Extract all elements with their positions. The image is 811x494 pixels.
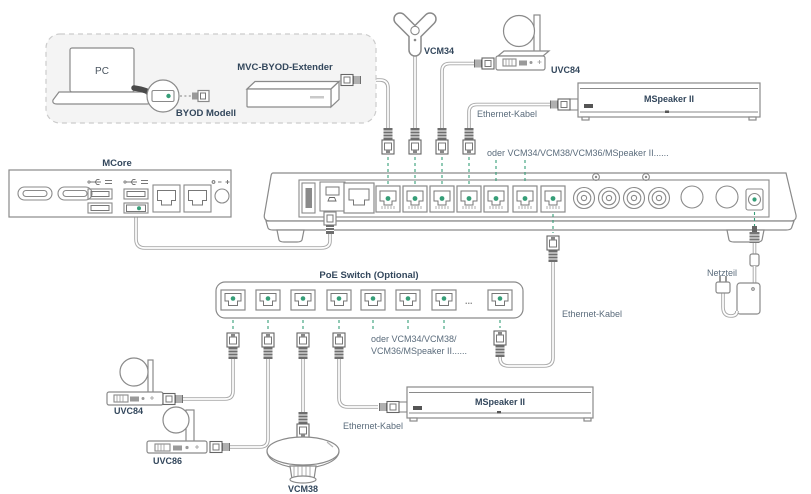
ethernet-plug-icon: [333, 333, 345, 359]
mvc-byod-extender-device: [237, 62, 339, 107]
ethernet-plug-icon: [262, 333, 274, 359]
ethernet-plug-icon: [163, 394, 183, 405]
ethernet-plug-icon: [341, 75, 361, 86]
uvc86-label: UVC86: [153, 456, 183, 466]
ethernet-plug-icon: [379, 402, 399, 413]
poe-port: [256, 290, 280, 310]
ethernet-plug-icon: [409, 128, 421, 154]
ethernet-plug-icon: [463, 128, 475, 154]
more-ports-ellipsis: ...: [465, 296, 473, 306]
poe-port: [430, 186, 454, 212]
ethernet-cable-bottom-label: Ethernet-Kabel: [343, 421, 404, 431]
uvc84-top-device: [474, 15, 580, 75]
usb-b-plug-icon: [324, 212, 336, 234]
poe-port: [396, 290, 420, 310]
bottom-lip: [266, 221, 794, 230]
mcore-label: MCore: [102, 158, 132, 169]
mspeaker-bottom-label: MSpeaker II: [474, 397, 526, 407]
poe-port: [403, 186, 427, 212]
ethernet-plug-icon: [436, 128, 448, 154]
ethernet-plug-icon: [297, 333, 309, 359]
ethernet-plug-icon: [297, 412, 309, 438]
extender-label: MVC-BYOD-Extender: [237, 62, 333, 73]
vcm38-label: VCM38: [287, 484, 319, 494]
mspeaker-bottom-device: [379, 387, 593, 421]
mcore-device: [9, 158, 231, 217]
uvc86-device: [147, 407, 230, 466]
foot: [277, 230, 304, 242]
ethernet-plug-icon: [210, 442, 230, 453]
vcm34-device: [400, 19, 454, 56]
ethernet-plug-icon: [494, 331, 506, 357]
vcm38-device: [267, 437, 339, 494]
ethernet-plug-icon: [474, 58, 494, 69]
poe-port: [376, 186, 400, 212]
byod-puck-zoom: [147, 80, 179, 112]
poe-port: [327, 290, 351, 310]
ethernet-cable-right-label: Ethernet-Kabel: [562, 309, 623, 319]
mspeaker-top-device: [550, 83, 760, 120]
poe-port: [291, 290, 315, 310]
vcm34-label: VCM34: [424, 46, 455, 56]
byod-model-group: [46, 34, 376, 123]
ethernet-plug-icon: [547, 236, 559, 262]
uvc84-top-label: UVC84: [551, 65, 581, 75]
alternatives-top-label: oder VCM34/VCM38/VCM36/MSpeaker II......: [487, 148, 669, 158]
poe-switch-label: PoE Switch (Optional): [319, 270, 419, 281]
ethernet-cable-top-label: Ethernet-Kabel: [477, 109, 538, 119]
poe-port: [361, 290, 385, 310]
poe-port: [432, 290, 456, 310]
uvc84-bottom-label: UVC84: [114, 406, 144, 416]
alternatives-bottom-line2: VCM36/MSpeaker II......: [371, 346, 468, 356]
poe-port: [484, 186, 508, 212]
ac-plug-icon: [716, 276, 730, 293]
main-unit-device: [264, 173, 796, 242]
alternatives-bottom-line1: oder VCM34/VCM38/: [371, 334, 457, 344]
netzteil-label: Netzteil: [706, 268, 738, 278]
lan-port: [344, 183, 374, 213]
ethernet-plug-icon: [382, 128, 394, 154]
poe-port: [541, 186, 565, 212]
mspeaker-top-label: MSpeaker II: [643, 94, 695, 104]
poe-port: [488, 290, 512, 310]
poe-port: [513, 186, 537, 212]
ethernet-plug-icon: [550, 99, 570, 110]
poe-switch-device: [216, 270, 523, 318]
pc-label: PC: [95, 66, 109, 77]
poe-port: [221, 290, 245, 310]
byod-caption: BYOD Modell: [175, 108, 237, 119]
ethernet-plug-icon: [227, 333, 239, 359]
poe-port: [457, 186, 481, 212]
